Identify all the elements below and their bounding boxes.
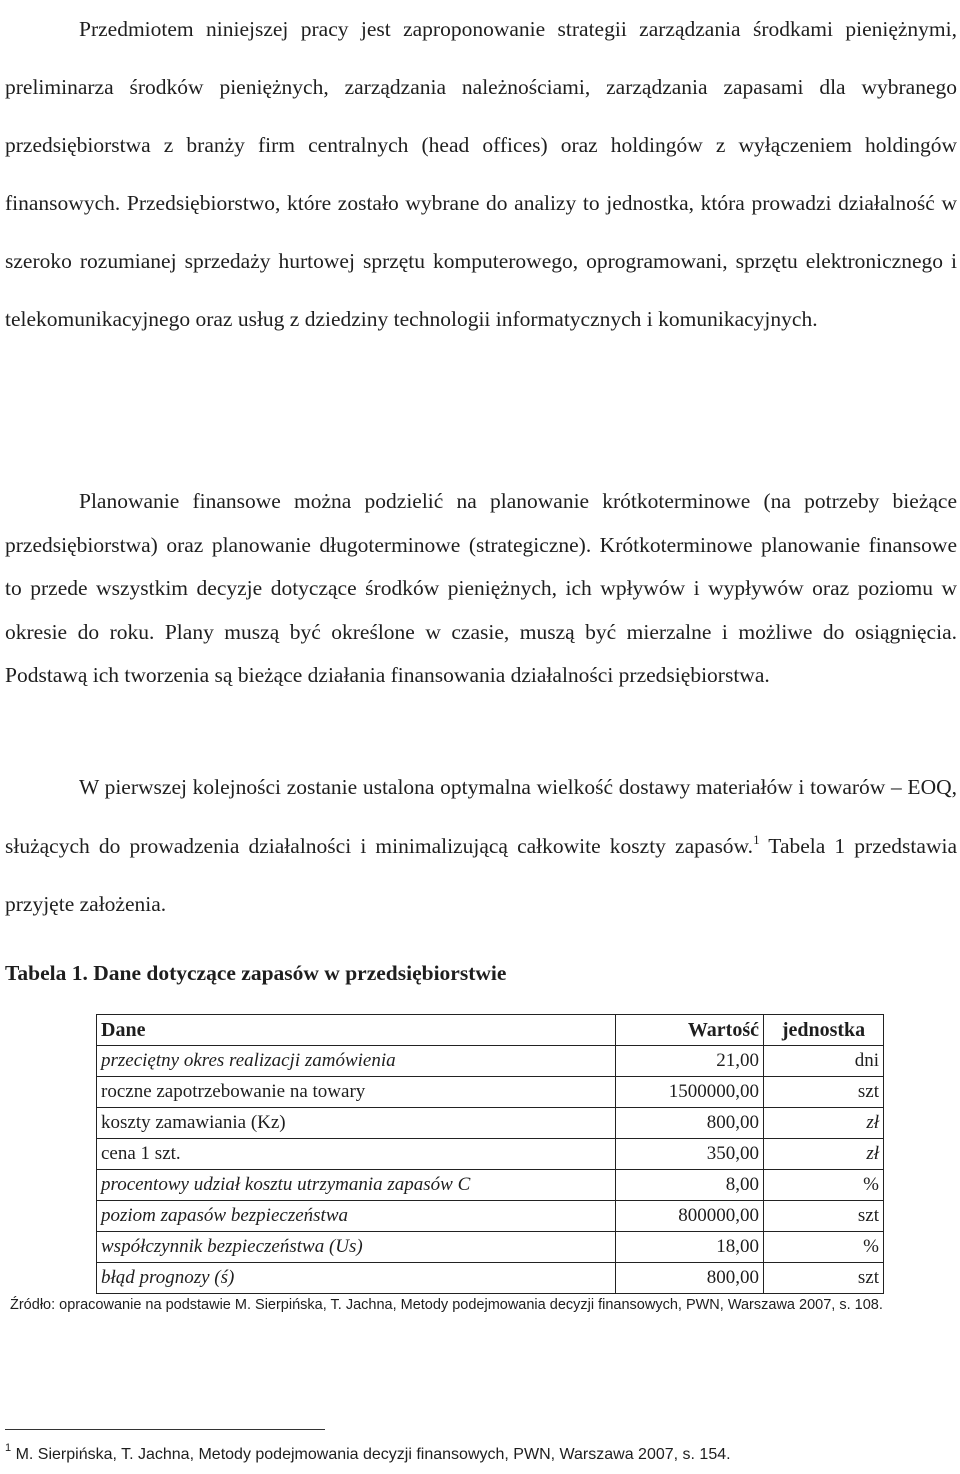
footnote-separator bbox=[5, 1429, 325, 1430]
source-text: Źródło: opracowanie na podstawie M. Sierpińska, T. Jachna, Metody podejmowania decyzji finansowych, PWN, Warszawa 2007, s. 108. bbox=[10, 1297, 883, 1313]
row-unit: szt bbox=[764, 1077, 884, 1108]
footnote-number: 1 bbox=[5, 1442, 12, 1454]
paragraph-eoq bbox=[5, 758, 957, 934]
table-header-row bbox=[97, 1015, 884, 1046]
row-value: 800,00 bbox=[616, 1263, 764, 1294]
row-value: 1500000,00 bbox=[616, 1077, 764, 1108]
inventory-data-table bbox=[96, 1014, 884, 1294]
row-value: 18,00 bbox=[616, 1232, 764, 1263]
header-wartosc: Wartość bbox=[616, 1015, 764, 1046]
footnote bbox=[5, 1442, 731, 1464]
row-unit: zł bbox=[764, 1139, 884, 1170]
row-unit: dni bbox=[764, 1046, 884, 1077]
row-label: przeciętny okres realizacji zamówienia bbox=[97, 1046, 616, 1077]
header-jednostka: jednostka bbox=[764, 1015, 884, 1046]
table-row bbox=[97, 1139, 884, 1170]
paragraph-intro: Przedmiotem niniejszej pracy jest zaproponowanie strategii zarządzania środkami pieniężnymi, preliminarza środków pieniężnych, zarządzania należnościami, zarządzania zapasami dla wybranego przedsiębiorstwa z branży firm centralnych (head offices) oraz holdingów z wyłączeniem holdingów finansowych. Przedsiębiorstwo, które zostało wybrane do analizy to jednostka, która prowadzi działalność w szeroko rozumianej sprzedaży hurtowej sprzętu komputerowego, oprogramowani, sprzętu elektronicznego i telekomunikacyjnego oraz usług z dziedziny technologii informatycznych i komunikacyjnych. bbox=[5, 17, 957, 331]
row-unit: zł bbox=[764, 1108, 884, 1139]
table-row bbox=[97, 1170, 884, 1201]
row-value: 800,00 bbox=[616, 1108, 764, 1139]
table-title: Tabela 1. Dane dotyczące zapasów w przedsiębiorstwie bbox=[5, 961, 507, 985]
row-value: 21,00 bbox=[616, 1046, 764, 1077]
row-unit: szt bbox=[764, 1263, 884, 1294]
row-unit: % bbox=[764, 1170, 884, 1201]
paragraph-financial-planning: Planowanie finansowe można podzielić na planowanie krótkoterminowe (na potrzeby bieżące przedsiębiorstwa) oraz planowanie długoterminowe (strategiczne). Krótkoterminowe planowanie finansowe to przede wszystkim decyzje dotyczące środków pieniężnych, ich wpływów i wypływów oraz poziomu w okresie do roku. Plany muszą być określone w czasie, muszą być mierzalne i możliwe do osiągnięcia. Podstawą ich tworzenia są bieżące działania finansowania działalności przedsiębiorstwa. bbox=[5, 489, 957, 687]
table-row bbox=[97, 1077, 884, 1108]
row-value: 8,00 bbox=[616, 1170, 764, 1201]
table-source-note bbox=[5, 1293, 960, 1318]
row-label: poziom zapasów bezpieczeństwa bbox=[97, 1201, 616, 1232]
paragraph-eoq-text: W pierwszej kolejności zostanie ustalona optymalna wielkość dostawy materiałów i towarów – EOQ, służących do prowadzenia działalności i minimalizującą całkowite koszty zapasów. bbox=[5, 775, 957, 858]
row-label: procentowy udział kosztu utrzymania zapasów C bbox=[97, 1170, 616, 1201]
row-label: roczne zapotrzebowanie na towary bbox=[97, 1077, 616, 1108]
row-value: 800000,00 bbox=[616, 1201, 764, 1232]
footnote-reference[interactable]: 1 bbox=[753, 831, 760, 847]
row-unit: % bbox=[764, 1232, 884, 1263]
table-row bbox=[97, 1046, 884, 1077]
row-label: koszty zamawiania (Kz) bbox=[97, 1108, 616, 1139]
header-dane: Dane bbox=[97, 1015, 616, 1046]
row-unit: szt bbox=[764, 1201, 884, 1232]
table-row bbox=[97, 1201, 884, 1232]
table-row bbox=[97, 1263, 884, 1294]
row-label: błąd prognozy (ś) bbox=[97, 1263, 616, 1294]
paragraph-eoq-tail: Tabela 1 przedstawia przyjęte założenia. bbox=[5, 833, 957, 916]
table-row bbox=[97, 1108, 884, 1139]
row-label: cena 1 szt. bbox=[97, 1139, 616, 1170]
table-row bbox=[97, 1232, 884, 1263]
footnote-text: M. Sierpińska, T. Jachna, Metody podejmowania decyzji finansowych, PWN, Warszawa 2007, s. 154. bbox=[11, 1446, 731, 1463]
row-value: 350,00 bbox=[616, 1139, 764, 1170]
row-label: współczynnik bezpieczeństwa (Us) bbox=[97, 1232, 616, 1263]
